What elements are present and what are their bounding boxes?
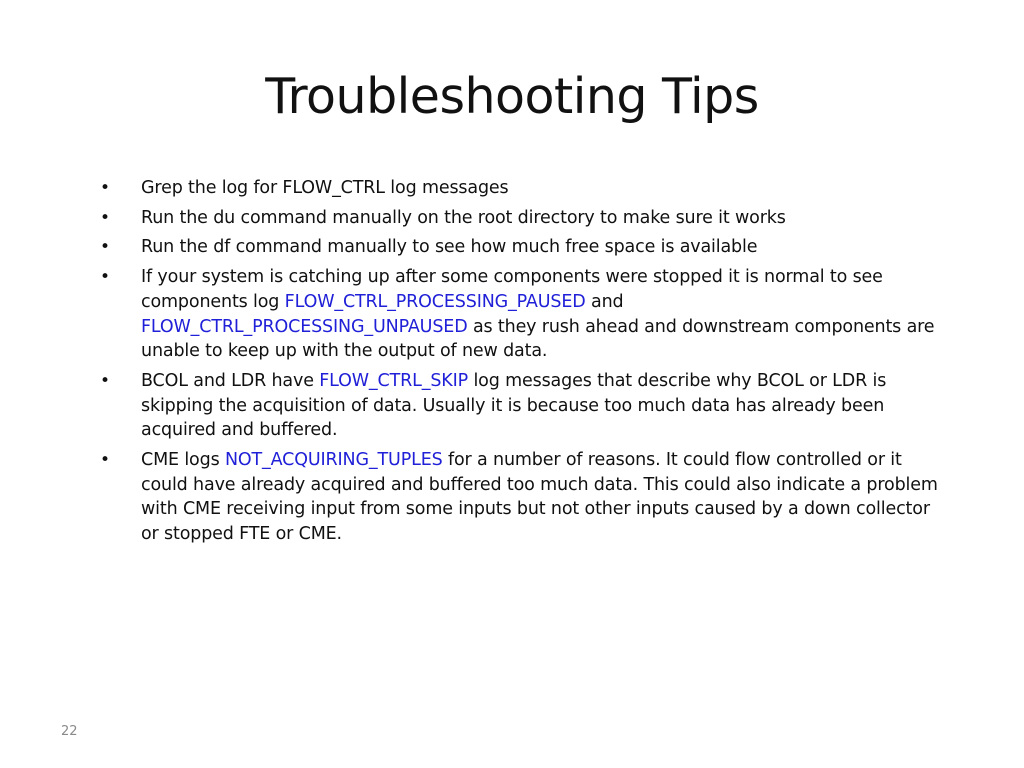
bullet-item-catching-up [98, 265, 948, 364]
bullet-text-after: as they rush ahead and downstream components are unable to keep up with the output of new data. [141, 316, 935, 362]
bullet-icon: • [100, 207, 110, 228]
bullet-text-before: If your system is catching up after some components were stopped it is normal to see components log [141, 267, 883, 312]
bullet-icon: • [100, 450, 110, 471]
bullet-icon: • [100, 237, 110, 258]
bullet-icon: • [100, 267, 110, 288]
log-term-processing-unpaused: FLOW_CTRL_PROCESSING_UNPAUSED [141, 316, 468, 337]
bullet-text-before: CME logs [141, 450, 225, 471]
bullet-text: Run the df command manually to see how much free space is available [141, 237, 758, 258]
bullet-item-grep-log [98, 176, 948, 201]
log-term-not-acquiring-tuples: NOT_ACQUIRING_TUPLES [224, 450, 443, 471]
bullet-text: Grep the log for FLOW_CTRL log messages [141, 178, 509, 198]
bullet-text-middle: and [585, 291, 624, 312]
bullet-icon: • [100, 178, 110, 198]
log-term-flow-ctrl-skip: FLOW_CTRL_SKIP [319, 370, 469, 391]
bullet-item-df-command [98, 235, 948, 260]
bullet-item-du-command [98, 206, 948, 231]
slide-title: Troubleshooting Tips [265, 68, 759, 125]
bullet-text-after: log messages that describe why BCOL or LDR is skipping the acquisition of data. Usually it is because too much data has already been acquired and buffered. [141, 370, 887, 441]
bullet-text: Run the du command manually on the root directory to make sure it works [141, 207, 786, 228]
log-term-processing-paused: FLOW_CTRL_PROCESSING_PAUSED [284, 291, 586, 312]
bullet-text-after: for a number of reasons. It could flow controlled or it could have already acquired and buffered too much data. This could also indicate a problem with CME receiving input from some inputs but not other inputs caused by a down collector or stopped FTE or CME. [141, 450, 938, 545]
bullet-list [98, 176, 948, 552]
bullet-icon: • [100, 370, 110, 391]
bullet-item-bcol-ldr [98, 369, 948, 443]
page-number: 22 [61, 724, 78, 739]
bullet-text-before: BCOL and LDR have [141, 370, 320, 391]
bullet-item-cme-logs [98, 448, 948, 547]
